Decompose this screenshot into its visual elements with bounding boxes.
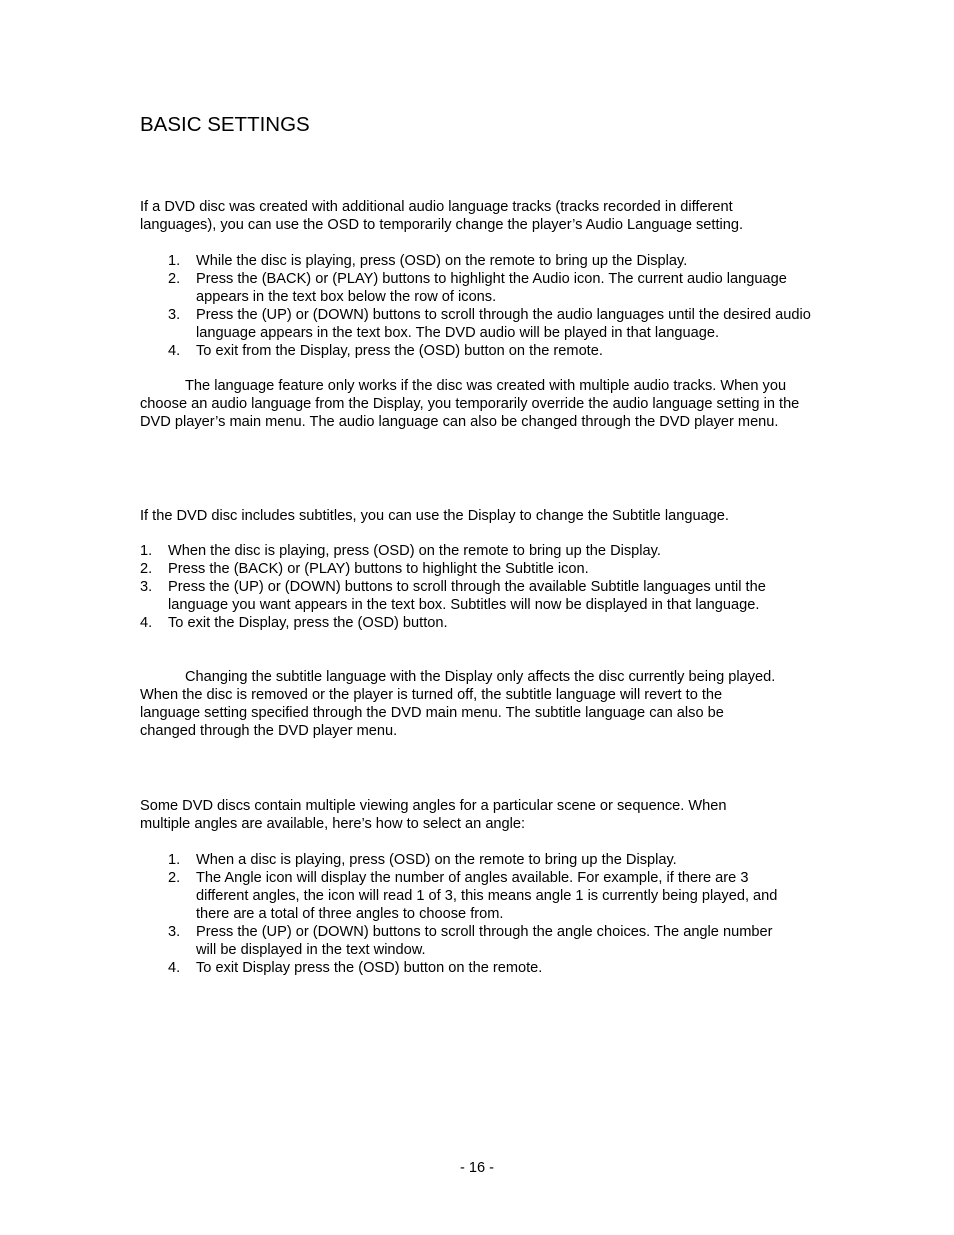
audio-steps-list [168, 252, 818, 360]
step-number: 1. [168, 852, 181, 868]
step-text: To exit the Display, press the (OSD) button. [168, 615, 448, 631]
step-text: Press the (UP) or (DOWN) buttons to scroll through the audio languages until the desired audio language appears in the text box. The DVD audio will be played in that language. [196, 307, 811, 341]
step-number: 3. [168, 924, 181, 940]
list-item [168, 342, 818, 360]
angle-steps-list [168, 851, 788, 977]
step-text: When a disc is playing, press (OSD) on the remote to bring up the Display. [196, 852, 677, 868]
page-number: - 16 - [459, 1160, 495, 1176]
step-number: 1. [140, 543, 153, 559]
subtitle-note: Changing the subtitle language with the Display only affects the disc currently being played. When the disc is removed or the player is turned off, the subtitle language will revert to the language setting specified through the DVD main menu. The subtitle language can also be changed through the DVD player menu. [140, 669, 776, 739]
step-text: While the disc is playing, press (OSD) on the remote to bring up the Display. [196, 253, 688, 269]
step-text: To exit from the Display, press the (OSD) button on the remote. [196, 343, 603, 359]
list-item [168, 923, 788, 959]
page-title: BASIC SETTINGS [140, 113, 310, 136]
angle-intro: Some DVD discs contain multiple viewing angles for a particular scene or sequence. When multiple angles are available, here’s how to select an angle: [140, 798, 727, 832]
step-number: 4. [168, 960, 181, 976]
step-number: 4. [140, 615, 153, 631]
list-item [140, 542, 790, 560]
audio-note: The language feature only works if the disc was created with multiple audio tracks. When you choose an audio language from the Display, you temporarily override the audio language setting in the DVD player’s main menu. The audio language can also be changed through the DVD player menu. [140, 378, 800, 430]
list-item [168, 252, 818, 270]
step-text: Press the (BACK) or (PLAY) buttons to highlight the Audio icon. The current audio language appears in the text box below the row of icons. [196, 271, 787, 305]
step-number: 2. [140, 561, 153, 577]
step-text: Press the (UP) or (DOWN) buttons to scroll through the angle choices. The angle number will be displayed in the text window. [196, 924, 773, 958]
list-item [140, 560, 790, 578]
list-item [168, 851, 788, 869]
step-text: When the disc is playing, press (OSD) on the remote to bring up the Display. [168, 543, 661, 559]
subtitle-intro: If the DVD disc includes subtitles, you can use the Display to change the Subtitle language. [140, 508, 729, 524]
step-number: 2. [168, 870, 181, 886]
list-item [168, 306, 818, 342]
list-item [140, 578, 790, 614]
step-text: Press the (UP) or (DOWN) buttons to scroll through the available Subtitle languages until the language you want appears in the text box. Subtitles will now be displayed in that language. [168, 579, 766, 613]
step-number: 4. [168, 343, 181, 359]
list-item [168, 959, 788, 977]
step-number: 3. [168, 307, 181, 323]
list-item [168, 869, 788, 923]
list-item [140, 614, 790, 632]
audio-intro: If a DVD disc was created with additional audio language tracks (tracks recorded in different languages), you can use the OSD to temporarily change the player’s Audio Language setting. [140, 199, 744, 233]
list-item [168, 270, 818, 306]
subtitle-steps-list [140, 542, 790, 632]
step-text: The Angle icon will display the number of angles available. For example, if there are 3 different angles, the icon will read 1 of 3, this means angle 1 is currently being played, and there are a total of three angles to choose from. [196, 870, 778, 922]
step-number: 3. [140, 579, 153, 595]
step-number: 1. [168, 253, 181, 269]
step-text: To exit Display press the (OSD) button on the remote. [196, 960, 543, 976]
step-text: Press the (BACK) or (PLAY) buttons to highlight the Subtitle icon. [168, 561, 589, 577]
step-number: 2. [168, 271, 181, 287]
